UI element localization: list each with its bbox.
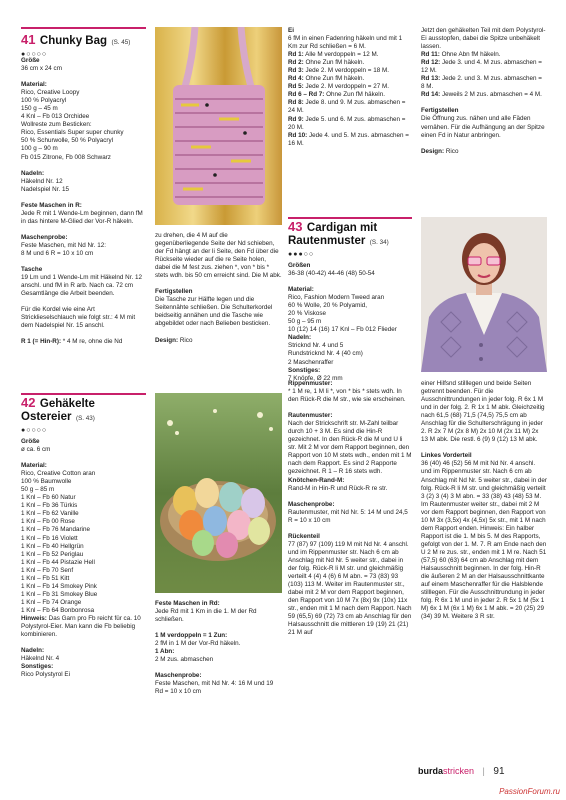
heading: 1 Abn: xyxy=(155,648,175,656)
pattern-title: Cardigan mit xyxy=(306,222,378,234)
difficulty-rating: ●○○○○ xyxy=(21,427,48,434)
text: Jede Rd mit 1 Km in die 1. M der Rd schließen. xyxy=(155,608,257,624)
line: Nadelspiel Nr. 15 xyxy=(21,185,69,193)
material-line: 1 Knl – Fb 51 Kitt xyxy=(21,574,70,582)
material-line: 1 Knl – Fb 70 Senf xyxy=(21,566,74,574)
line: 100 g – 90 m xyxy=(21,145,58,153)
text-43-b xyxy=(288,380,412,637)
heading: Material: xyxy=(21,81,47,89)
text-41-cont xyxy=(155,232,282,353)
eggs-illustration xyxy=(155,393,282,593)
eggs-photo xyxy=(155,393,282,593)
material-line: 1 Knl – Fb 52 Periglau xyxy=(21,550,84,558)
page-number: 91 xyxy=(493,766,505,777)
round-label: Rd 6 – Rd 7: xyxy=(288,91,325,99)
heading: Maschenprobe: xyxy=(288,500,335,508)
text: 77 (87) 97 (109) 119 M mit Nd Nr. 4 anschl. und im Rippenmuster str. Nach 6 cm ab Anschlag mit Nd Nr. 5 weiter str., dabei in der folg. Rück-R li M str. und gleichmäßig verteilt 4 (4) 4 (6) 6 M abn. = 73 (83) 93 (103) 113 M. Weiter im Rautenmuster str., dabei mit 2 M vor dem Rapport beginnen, den Rapport von 10 M 7x (8x) 9x (10x) 11x str., enden mit 1 M nach dem Rapport. Nach 59 (65,5) 69 (72) 73 cm ab Anschlag für den Halsausschnitt die mittleren 19 (19) 21 (21) 21 M auf xyxy=(288,540,412,637)
text: Häkelnd Nr. 4 xyxy=(21,655,60,663)
line: 50 % Schurwolle, 50 % Polyacryl xyxy=(21,137,114,145)
round-line xyxy=(288,59,412,67)
round-label: Rd 2: xyxy=(288,59,304,67)
page-ref: (S. 45) xyxy=(111,39,131,46)
round-text: Jede 5. und 6. M zus. abmaschen = 20 M. xyxy=(288,115,406,131)
heading: Sonstiges: xyxy=(21,663,54,671)
line: 10 (12) 14 (16) 17 Knl – Fb 012 Flieder xyxy=(288,326,397,334)
round-line xyxy=(288,83,412,91)
text: Die Öffnung zus. nähen und alle Fäden vernähen. Für die Aufhängung an der Spitze einen Fd in Natur anbringen. xyxy=(421,115,545,139)
heading: Maschenprobe: xyxy=(155,672,202,680)
material-line: 1 Knl – Fb 62 Vanille xyxy=(21,510,79,518)
round-text: Jede 4. und 5. M zus. abmaschen = 16 M. xyxy=(288,131,409,147)
heading: R 1 (= Hin-R): xyxy=(21,338,62,346)
difficulty-rating: ●●●○○ xyxy=(288,251,315,258)
line: 100 % Polyacryl xyxy=(21,97,67,105)
heading: Nadeln: xyxy=(21,169,45,177)
material-line: 1 Knl – Fb 64 Bonbonrosa xyxy=(21,606,95,614)
line: 8 M und 6 R = 10 x 10 cm xyxy=(21,249,94,257)
heading: Design: xyxy=(155,336,179,344)
round-line xyxy=(421,75,547,91)
heading: Hinweis: xyxy=(21,614,47,622)
bag-photo xyxy=(155,27,282,225)
material-line: 1 Knl – Fb 44 Pistazie Hell xyxy=(21,558,95,566)
header-42 xyxy=(21,393,146,437)
round-line xyxy=(421,91,547,99)
text: * 4 M re, ohne die Nd xyxy=(61,338,123,346)
cardigan-illustration xyxy=(421,217,547,372)
heading: Ei xyxy=(288,27,294,34)
pattern-number: 42 xyxy=(21,395,36,410)
round-text: Jede 2. und 3. M zus. abmaschen = 8 M. xyxy=(421,75,542,91)
round-text: Alle M verdoppeln = 12 M. xyxy=(303,51,379,59)
text: 36 cm x 24 cm xyxy=(21,65,62,73)
text: ø ca. 6 cm xyxy=(21,446,51,454)
heading: Design: xyxy=(421,147,445,155)
material-line: 1 Knl – Fb 36 Türkis xyxy=(21,502,78,510)
round-label: Rd 12: xyxy=(421,59,441,67)
text-42-cont xyxy=(421,27,547,164)
round-line xyxy=(288,75,412,83)
heading: Nadeln: xyxy=(288,334,312,342)
line: Häkelnd Nr. 12 xyxy=(21,177,63,185)
heading: Rippenmuster: xyxy=(288,380,333,387)
round-line xyxy=(421,51,547,59)
text: Rico xyxy=(445,147,459,155)
line: Rundstricknd Nr. 4 (40 cm) xyxy=(288,350,363,358)
page-footer xyxy=(418,766,505,777)
heading: Knötchen-Rand-M: xyxy=(288,476,345,484)
round-label: Rd 14: xyxy=(421,91,441,99)
heading: Größe xyxy=(21,57,40,64)
round-text: Jede 2. M verdoppeln = 27 M. xyxy=(303,83,389,91)
cardigan-photo xyxy=(421,217,547,372)
bag-illustration xyxy=(155,27,282,225)
heading: Größen xyxy=(288,262,311,269)
round-text: Ohne Zun fM häkeln. xyxy=(303,75,365,83)
heading: Feste Maschen in R: xyxy=(21,201,82,209)
line: 20 % Viskose xyxy=(288,310,327,318)
heading: Rautenmuster: xyxy=(288,412,333,420)
pattern-number: 41 xyxy=(21,32,36,47)
round-line xyxy=(288,91,412,99)
line: 2 Maschenraffer xyxy=(288,358,334,366)
line: Rico, Essentials Super super chunky xyxy=(21,129,124,137)
heading: Tasche xyxy=(21,265,43,273)
text: Rico Polystyrol Ei xyxy=(21,671,70,679)
material-line: 1 Knl – Fb 60 Natur xyxy=(21,494,76,502)
text: * 1 M re, 1 M li *, von * bis * stets wdh. In den Rück-R die M str., wie sie erscheinen. xyxy=(288,388,406,404)
round-line xyxy=(288,99,412,115)
pattern-title: Gehäkelte xyxy=(39,398,95,410)
round-line xyxy=(288,67,412,75)
text-42-b xyxy=(155,600,282,704)
text: Die Tasche zur Hälfte legen und die Seitennähte schließen. Die Schulterkordel beidseitig annähen und die Tasche wie abgebildet oder nach Belieben besticken. xyxy=(155,296,273,328)
round-text: Ohne Zun fM häkeln. xyxy=(303,59,365,67)
text: Jetzt den gehäkelten Teil mit dem Polystyrol-Ei ausstopfen, dabei die Spitze unbehäkelt lassen. xyxy=(421,27,546,51)
text: 7 Knöpfe, Ø 22 mm xyxy=(288,374,343,382)
line: Fb 015 Zitrone, Fb 008 Schwarz xyxy=(21,153,111,161)
brand-suffix: stricken xyxy=(443,766,475,776)
material-line: 50 g – 85 m xyxy=(21,486,55,494)
text: 2 fM in 1 M der Vor-Rd häkeln. xyxy=(155,640,241,648)
material-line: 1 Knl – Fb 40 Hellgrün xyxy=(21,542,84,550)
text: 6 fM in einen Fadenring häkeln und mit 1 Km zur Rd schließen = 6 M. xyxy=(288,35,403,51)
round-label: Rd 8: xyxy=(288,99,304,107)
material-line: 1 Knl – Fb 31 Smokey Blue xyxy=(21,590,98,598)
text: 36-38 (40-42) 44-46 (48) 50-54 xyxy=(288,270,375,278)
text: Rand-M in Hin-R und Rück-R re str. xyxy=(288,484,388,492)
pattern-title: Ostereier xyxy=(21,411,72,423)
round-line xyxy=(288,132,412,148)
heading: Rückenteil xyxy=(288,532,320,540)
round-text: Jede 2. M verdoppeln = 18 M. xyxy=(303,67,389,75)
round-text: Jede 8. und 9. M zus. abmaschen = 24 M. xyxy=(288,99,406,115)
material-line: 1 Knl – Fb 14 Smokey Pink xyxy=(21,582,97,590)
round-text: Ohne Abn fM häkeln. xyxy=(439,51,501,59)
round-line xyxy=(288,116,412,132)
heading: Sonstiges: xyxy=(288,366,321,374)
text: Feste Maschen, mit Nd Nr. 4: 16 M und 19 Rd = 10 x 10 cm xyxy=(155,680,274,696)
round-text: Jeweils 2 M zus. abmaschen = 4 M. xyxy=(440,91,542,99)
text: Rautenmuster, mit Nd Nr. 5: 14 M und 24,5 R = 10 x 10 cm xyxy=(288,508,408,524)
line: Wollreste zum Besticken: xyxy=(21,121,92,129)
heading: Feste Maschen in Rd: xyxy=(155,600,220,607)
material-list xyxy=(21,470,146,615)
material-line: 100 % Baumwolle xyxy=(21,478,72,486)
header-41 xyxy=(21,27,146,61)
round-label: Rd 5: xyxy=(288,83,304,91)
text: 2 M zus. abmaschen xyxy=(155,656,214,664)
material-line: 1 Knl – Fb 16 Violett xyxy=(21,534,78,542)
text: 19 Lm und 1 Wende-Lm mit Häkelnd Nr. 12 anschl. und fM in R arb. Nach ca. 72 cm Gesamtlänge die Arbeit beenden. xyxy=(21,274,142,298)
difficulty-rating: ●○○○○ xyxy=(21,51,48,58)
pattern-number: 43 xyxy=(288,219,303,234)
text: Das Garn pro Fb reicht für ca. 10 Polystyrol-Eier. Man kann die Fb beliebig kombinieren. xyxy=(21,614,141,639)
heading: Nadeln: xyxy=(21,647,45,655)
material-line: 1 Knl – Fb 00 Rose xyxy=(21,518,75,526)
text: 36 (40) 46 (52) 56 M mit Nd Nr. 4 anschl. und im Rippenmuster str. Nach 6 cm ab Anschlag mit Nd Nr. 5 weiter str., dabei in der folg. Rück-R li M str. und gleichmäßig verteilt 3 (2) 3 (4) 3 M abn. = 33 (38) 43 (48) 53 M. Im Rautenmuster weiter str., dabei mit 2 M vor dem Rapport beginnen, den Rapport von 10 M 3x (3,5x) 4x (4,5x) 5x str., mit 1 M nach dem Rapport enden. Hinweis: Ein halber Rapport ist die 1. M bis 5. M des Rapports, gefolgt von der 1. M. 7. R am Ende nach den U 2 M re zus. str., enden mit 1 M re. Nach 51 (57,5) 60 (63) 64 cm ab Anschlag mit dem Halsausschnitt beginnen. In der folg. Hin-R die äußeren 2 M an der Halsausschnittkante auf einem Maschenraffer für die Halsblende stilllegen. Für die Ausschnittrundung in jeder folg. R 6x 1 M und in jeder 2. R 5x 1 M (5x 1 M) 6x 1 M (6x 1 M) 6x 1 M abk. = 20 (25) 29 (34) 39 M. Weitere 3 R str. xyxy=(421,460,547,621)
heading: Material: xyxy=(21,462,47,470)
heading: Fertigstellen xyxy=(421,107,459,115)
round-text: Ohne Zun fM häkeln. xyxy=(324,91,385,99)
line: Feste Maschen, mit Nd Nr. 12: xyxy=(21,241,107,249)
text-43-c xyxy=(421,380,547,621)
line: 50 g – 95 m xyxy=(288,318,322,326)
round-line xyxy=(421,59,547,75)
round-label: Rd 4: xyxy=(288,75,304,83)
text: einer Hilfsnd stilllegen und beide Seiten getrennt beenden. Für die Ausschnittrundungen in jeder folg. R 6x 1 M und in der folg. 2. R 1x 1 M abk. Gleichzeitig nach 61,5 (68) 71,5 (74,5) 75,5 cm ab Anschlag für die Schulterschrägung in jeder 2. R 2x 7 M (2x 8 M) 2x 10 M (2x 11 M) 2x 13 M abk. Die restl. 6 (9) 9 (12) 13 M abk. xyxy=(421,380,545,444)
heading: Maschenprobe: xyxy=(21,233,68,241)
heading: 1 M verdoppeln = 1 Zun: xyxy=(155,632,228,640)
text: Nach der Strickschrift str. M-Zahl teilbar durch 10 + 3 M. Es sind die Hin-R gezeichnet. In den Rück-R die M und U li str. Mit 2 M vor dem Rapport beginnen, den Rapport von 10 M stets wdh., enden mit 1 M nach dem Rapport. Es sind 2 Rapporte gezeichnet. R 1 – R 16 stets wdh. xyxy=(288,420,412,476)
heading: Material: xyxy=(288,286,314,294)
material-line: 1 Knl – Fb 74 Orange xyxy=(21,598,82,606)
round-label: Rd 9: xyxy=(288,115,304,123)
round-label: Rd 10: xyxy=(288,131,308,139)
line: 60 % Wolle, 20 % Polyamid, xyxy=(288,302,367,310)
text: Rico xyxy=(179,336,193,344)
round-label: Rd 13: xyxy=(421,75,441,83)
material-line: 1 Knl – Fb 76 Mandarine xyxy=(21,526,90,534)
round-text: Jede 3. und 4. M zus. abmaschen = 12 M. xyxy=(421,59,542,75)
round-label: Rd 11: xyxy=(421,51,440,59)
pattern-title: Rautenmuster xyxy=(288,235,366,247)
watermark: PassionForum.ru xyxy=(499,787,560,796)
rounds-list xyxy=(421,51,547,99)
header-43 xyxy=(288,217,412,261)
line: Stricknd Nr. 4 und 5 xyxy=(288,342,344,350)
text: zu drehen, die 4 M auf die gegenüberliegende Seite der Nd schieben, der Fd hängt an der li Seite, den Fd über die Rückseite wieder auf die re Seite holen, dabei die M fest zus. ziehen *, von * bis * stets wdh. bis 50 cm erreicht sind. Die M abk. xyxy=(155,232,282,280)
text: Für die Kordel wie eine Art Stricklieselschlauch wie folgt str.: 4 M mit dem Nadelspiel Nr. 15 anschl. xyxy=(21,306,136,330)
separator: | xyxy=(482,766,485,776)
round-line xyxy=(288,51,412,59)
round-label: Rd 1: xyxy=(288,51,304,59)
text-42 xyxy=(21,438,146,679)
heading: Fertigstellen xyxy=(155,288,193,296)
text: Jede R mit 1 Wende-Lm beginnen, dann fM in das hintere M-Glied der Vor-R häkeln. xyxy=(21,209,143,225)
line: Rico, Fashion Modern Tweed aran xyxy=(288,294,385,302)
heading: Linkes Vorderteil xyxy=(421,452,472,460)
page-ref: (S. 43) xyxy=(75,415,95,422)
brand-name: burda xyxy=(418,766,444,776)
page-ref: (S. 34) xyxy=(369,239,389,246)
heading: Größe xyxy=(21,438,40,445)
text-43 xyxy=(288,262,412,383)
rounds-list xyxy=(288,51,412,148)
material-line: Rico, Creative Cotton aran xyxy=(21,470,96,478)
line: Rico, Creative Loopy xyxy=(21,89,80,97)
round-label: Rd 3: xyxy=(288,67,304,75)
line: 4 Knl – Fb 013 Orchidee xyxy=(21,113,90,121)
pattern-title: Chunky Bag xyxy=(39,35,108,47)
text-41 xyxy=(21,57,146,346)
line: 150 g – 45 m xyxy=(21,105,58,113)
text-42-ei xyxy=(288,27,412,148)
